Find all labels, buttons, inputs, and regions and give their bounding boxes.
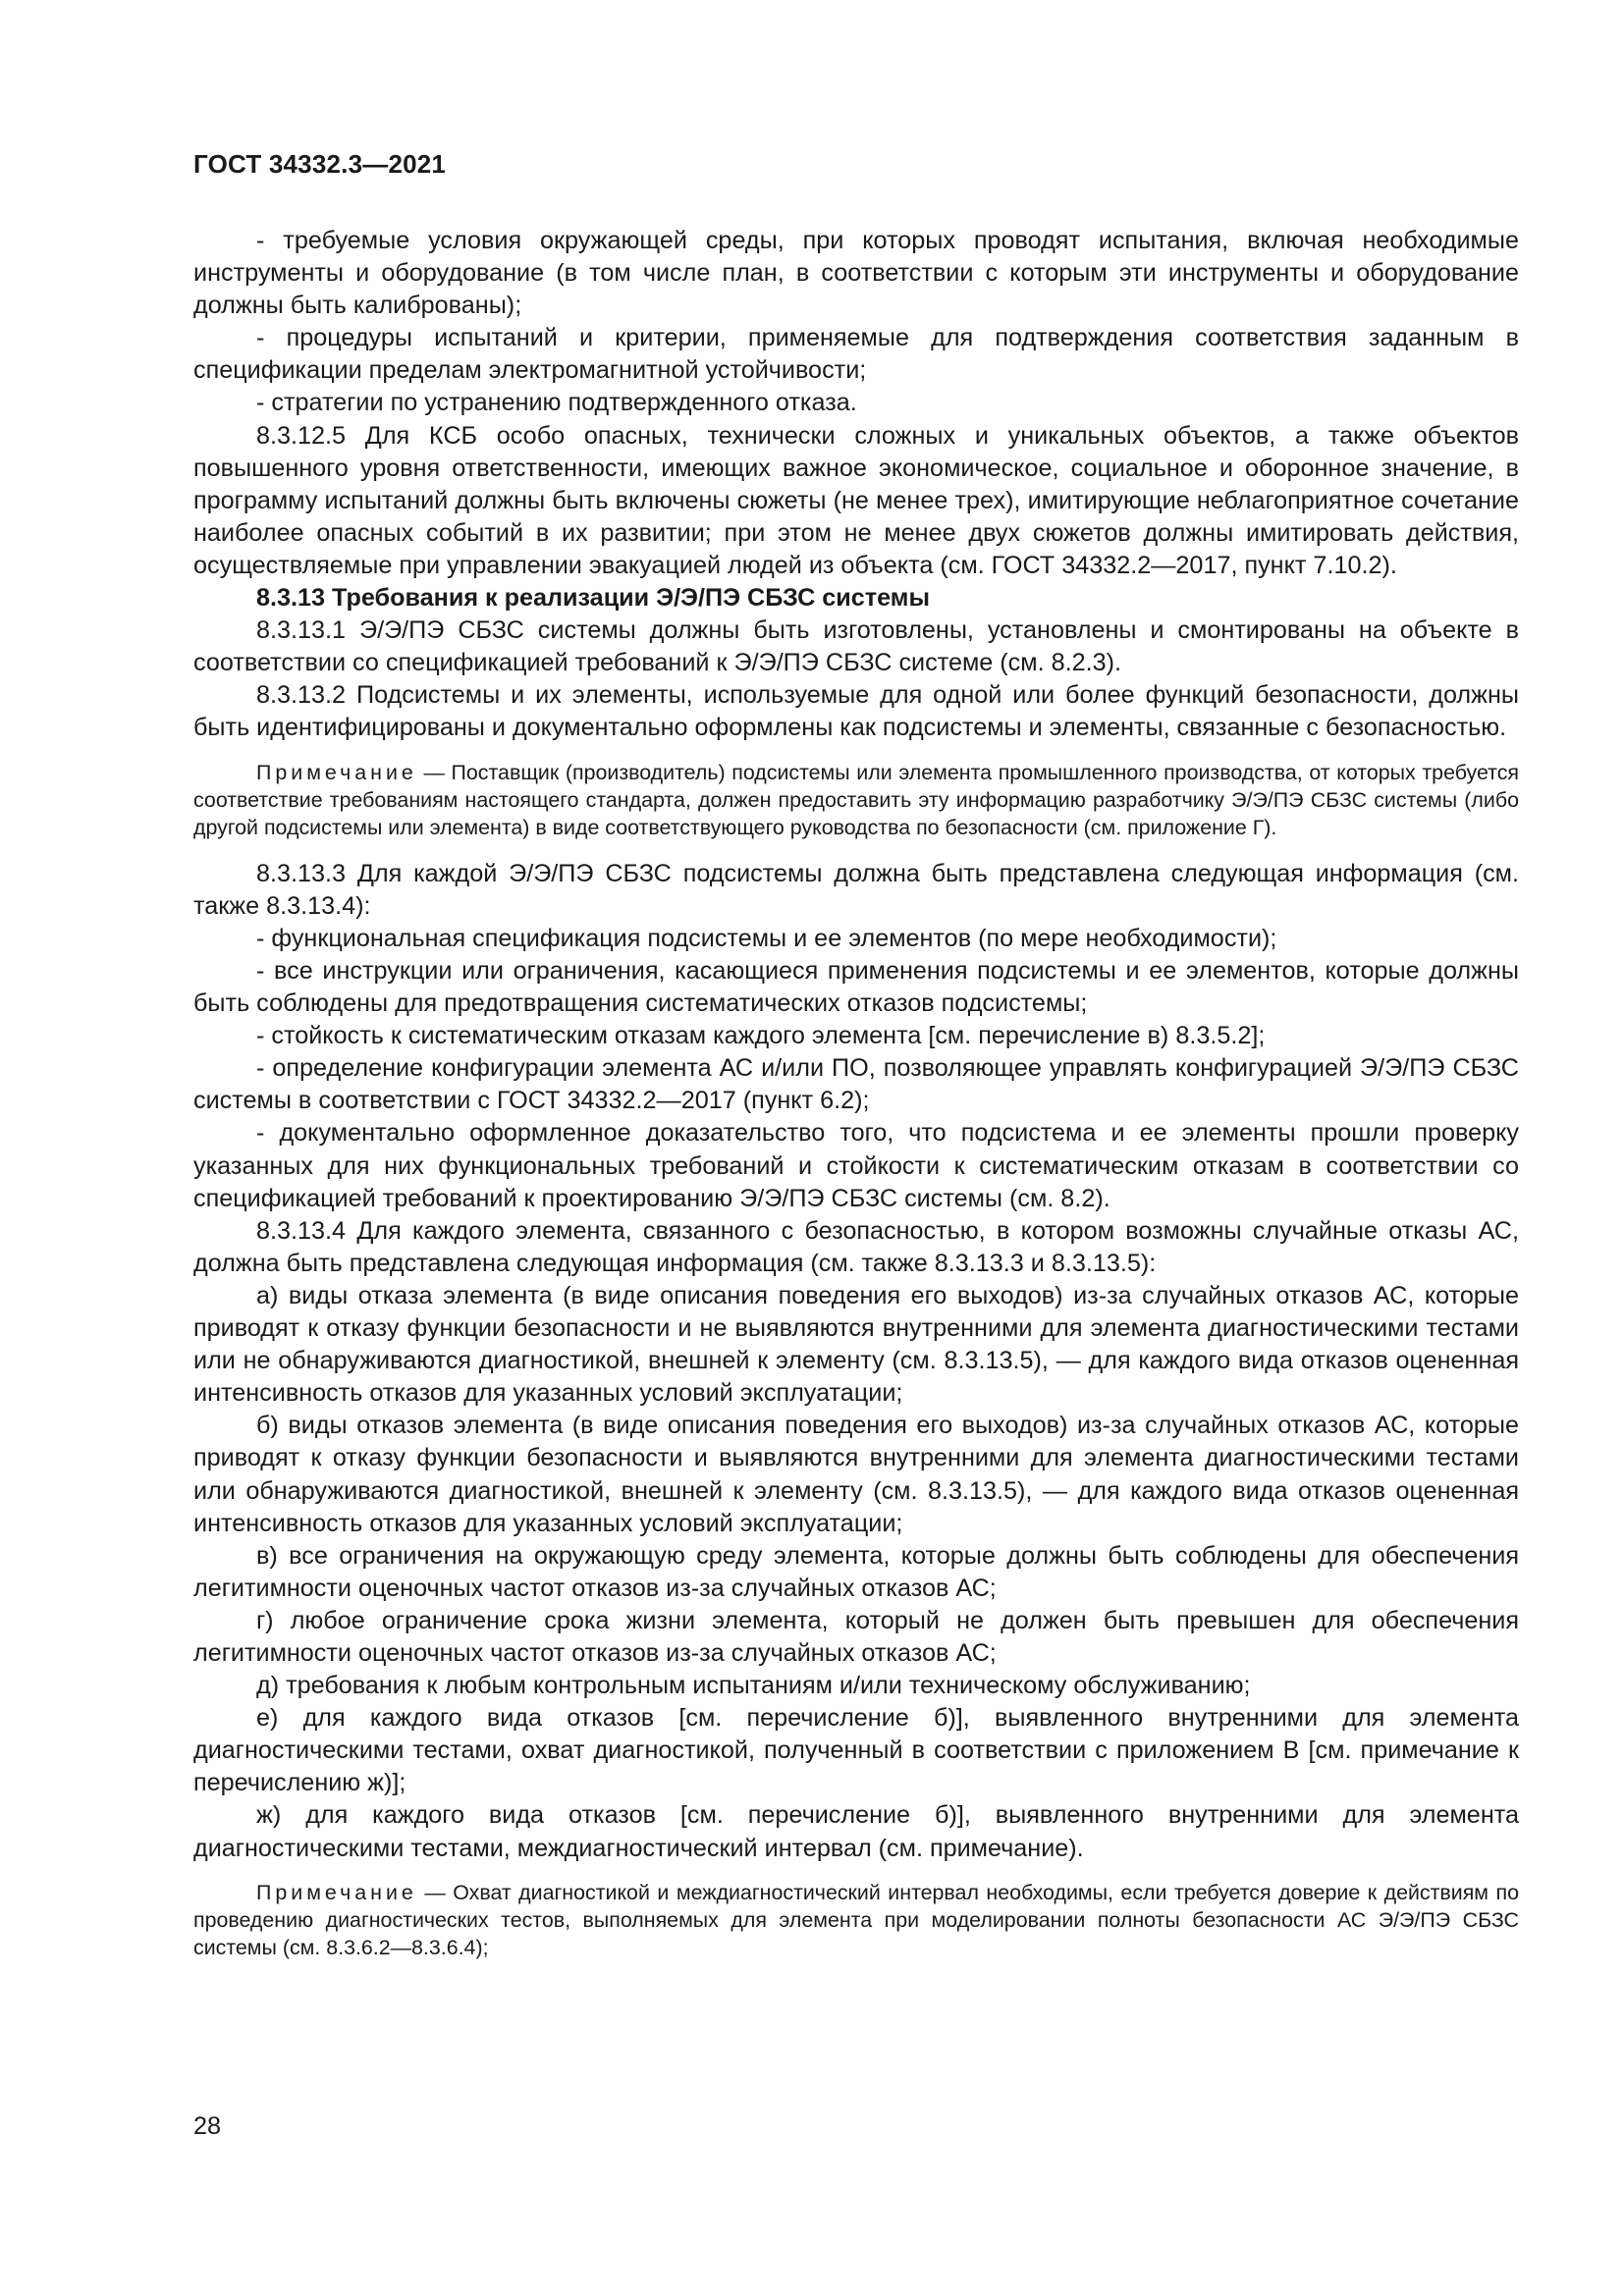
clause-8-3-13-4: 8.3.13.4 Для каждого элемента, связанного с безопасностью, в котором возможны случайные отказы АС, должна быть представлена следующая информация (см. также 8.3.13.3 и 8.3.13.5):	[193, 1216, 1519, 1277]
clause-8-3-12-5: 8.3.12.5 Для КСБ особо опасных, технически сложных и уникальных объектов, а также объектов повышенного уровня ответственности, имеющих важное экономическое, социальное и оборонное значение, в программу испытаний должны быть включены сюжеты (не менее трех), имитирующие неблагоприятное сочетание наиболее опасных событий в их развитии; при этом не менее двух сюжетов должны имитировать действия, осуществляемые при управлении эвакуацией людей из объекта (см. ГОСТ 34332.2—2017, пункт 7.10.2).	[193, 421, 1519, 579]
page-number: 28	[193, 2112, 222, 2140]
list-item: - стратегии по устранению подтвержденного отказа.	[256, 389, 857, 417]
list-item: д) требования к любым контрольным испытаниям и/или техническому обслуживанию;	[256, 1672, 1251, 1700]
list-item: е) для каждого вида отказов [см. перечисление б)], выявленного внутренними для элемента диагностическими тестами, охват диагностикой, полученный в соответствии с приложением В [см. примечание к перечислению ж)];	[193, 1704, 1519, 1797]
clause-8-3-13-3: 8.3.13.3 Для каждой Э/Э/ПЭ СБЗС подсистемы должна быть представлена следующая информация (см. также 8.3.13.4):	[193, 859, 1519, 920]
list-item: - определение конфигурации элемента АС и/или ПО, позволяющее управлять конфигурацией Э/Э/ПЭ СБЗС системы в соответствии с ГОСТ 34332.2—2017 (пункт 6.2);	[193, 1054, 1519, 1115]
note-label: Примечание	[256, 760, 417, 784]
list-item: г) любое ограничение срока жизни элемента, который не должен быть превышен для обеспечения легитимности оценочных частот отказов из-за случайных отказов АС;	[193, 1606, 1519, 1667]
clause-8-3-13-2: 8.3.13.2 Подсистемы и их элементы, используемые для одной или более функций безопасности, должны быть идентифицированы и документально оформлены как подсистемы и элементы, связанные с безопасностью.	[193, 681, 1519, 742]
list-item: ж) для каждого вида отказов [см. перечисление б)], выявленного внутренними для элемента диагностическими тестами, междиагностический интервал (см. примечание).	[193, 1801, 1519, 1862]
section-heading-8-3-13: 8.3.13 Требования к реализации Э/Э/ПЭ СБЗС системы	[256, 584, 930, 613]
note-2	[193, 1879, 1519, 1962]
list-item: а) виды отказа элемента (в виде описания поведения его выходов) из-за случайных отказов АС, которые приводят к отказу функции безопасности и не выявляются внутренними для элемента диагностическими тестами или не обнаруживаются диагностикой, внешней к элементу (см. 8.3.13.5), — для каждого вида отказов оцененная интенсивность отказов для указанных условий эксплуатации;	[193, 1281, 1519, 1408]
list-item: в) все ограничения на окружающую среду элемента, которые должны быть соблюдены для обеспечения легитимности оценочных частот отказов из-за случайных отказов АС;	[193, 1541, 1519, 1602]
list-item: б) виды отказов элемента (в виде описания поведения его выходов) из-за случайных отказов АС, которые приводят к отказу функции безопасности и выявляются внутренними для элемента диагностическими тестами или обнаруживаются диагностикой, внешней к элементу (см. 8.3.13.5), — для каждого вида отказов оцененная интенсивность отказов для указанных условий эксплуатации;	[193, 1412, 1519, 1537]
note-1	[193, 759, 1519, 842]
list-item: - процедуры испытаний и критерии, применяемые для подтверждения соответствия заданным в спецификации пределам электромагнитной устойчивости;	[193, 324, 1519, 385]
note-text: — Поставщик (производитель) подсистемы или элемента промышленного производства, от которых требуется соответствие требованиям настоящего стандарта, должен предоставить эту информацию разработчику Э/Э/ПЭ СБЗС системы (либо другой подсистемы или элемента) в виде соответствующего руководства по безопасности (см. приложение Г).	[193, 760, 1519, 840]
note-text: — Охват диагностикой и междиагностический интервал необходимы, если требуется доверие к действиям по проведению диагностических тестов, выполняемых для элемента при моделировании полноты безопасности АС Э/Э/ПЭ СБЗС системы (см. 8.3.6.2—8.3.6.4);	[193, 1880, 1519, 1960]
document-body	[193, 225, 1519, 1978]
clause-8-3-13-1: 8.3.13.1 Э/Э/ПЭ СБЗС системы должны быть изготовлены, установлены и смонтированы на объекте в соответствии со спецификацией требований к Э/Э/ПЭ СБЗС системе (см. 8.2.3).	[193, 616, 1519, 677]
list-item: - функциональная спецификация подсистемы и ее элементов (по мере необходимости);	[256, 924, 1277, 952]
list-item: - все инструкции или ограничения, касающиеся применения подсистемы и ее элементов, которые должны быть соблюдены для предотвращения систематических отказов подсистемы;	[193, 957, 1519, 1018]
list-item: - стойкость к систематическим отказам каждого элемента [см. перечисление в) 8.3.5.2];	[256, 1022, 1266, 1050]
list-item: - документально оформленное доказательство того, что подсистема и ее элементы прошли проверку указанных для них функциональных требований и стойкости к систематическим отказам в соответствии со спецификацией требований к проектированию Э/Э/ПЭ СБЗС системы (см. 8.2).	[193, 1119, 1519, 1212]
document-header: ГОСТ 34332.3—2021	[193, 149, 447, 179]
list-item: - требуемые условия окружающей среды, при которых проводят испытания, включая необходимые инструменты и оборудование (в том числе план, в соответствии с которым эти инструменты и оборудование должны быть калиброваны);	[193, 227, 1519, 320]
note-label: Примечание	[256, 1880, 417, 1904]
